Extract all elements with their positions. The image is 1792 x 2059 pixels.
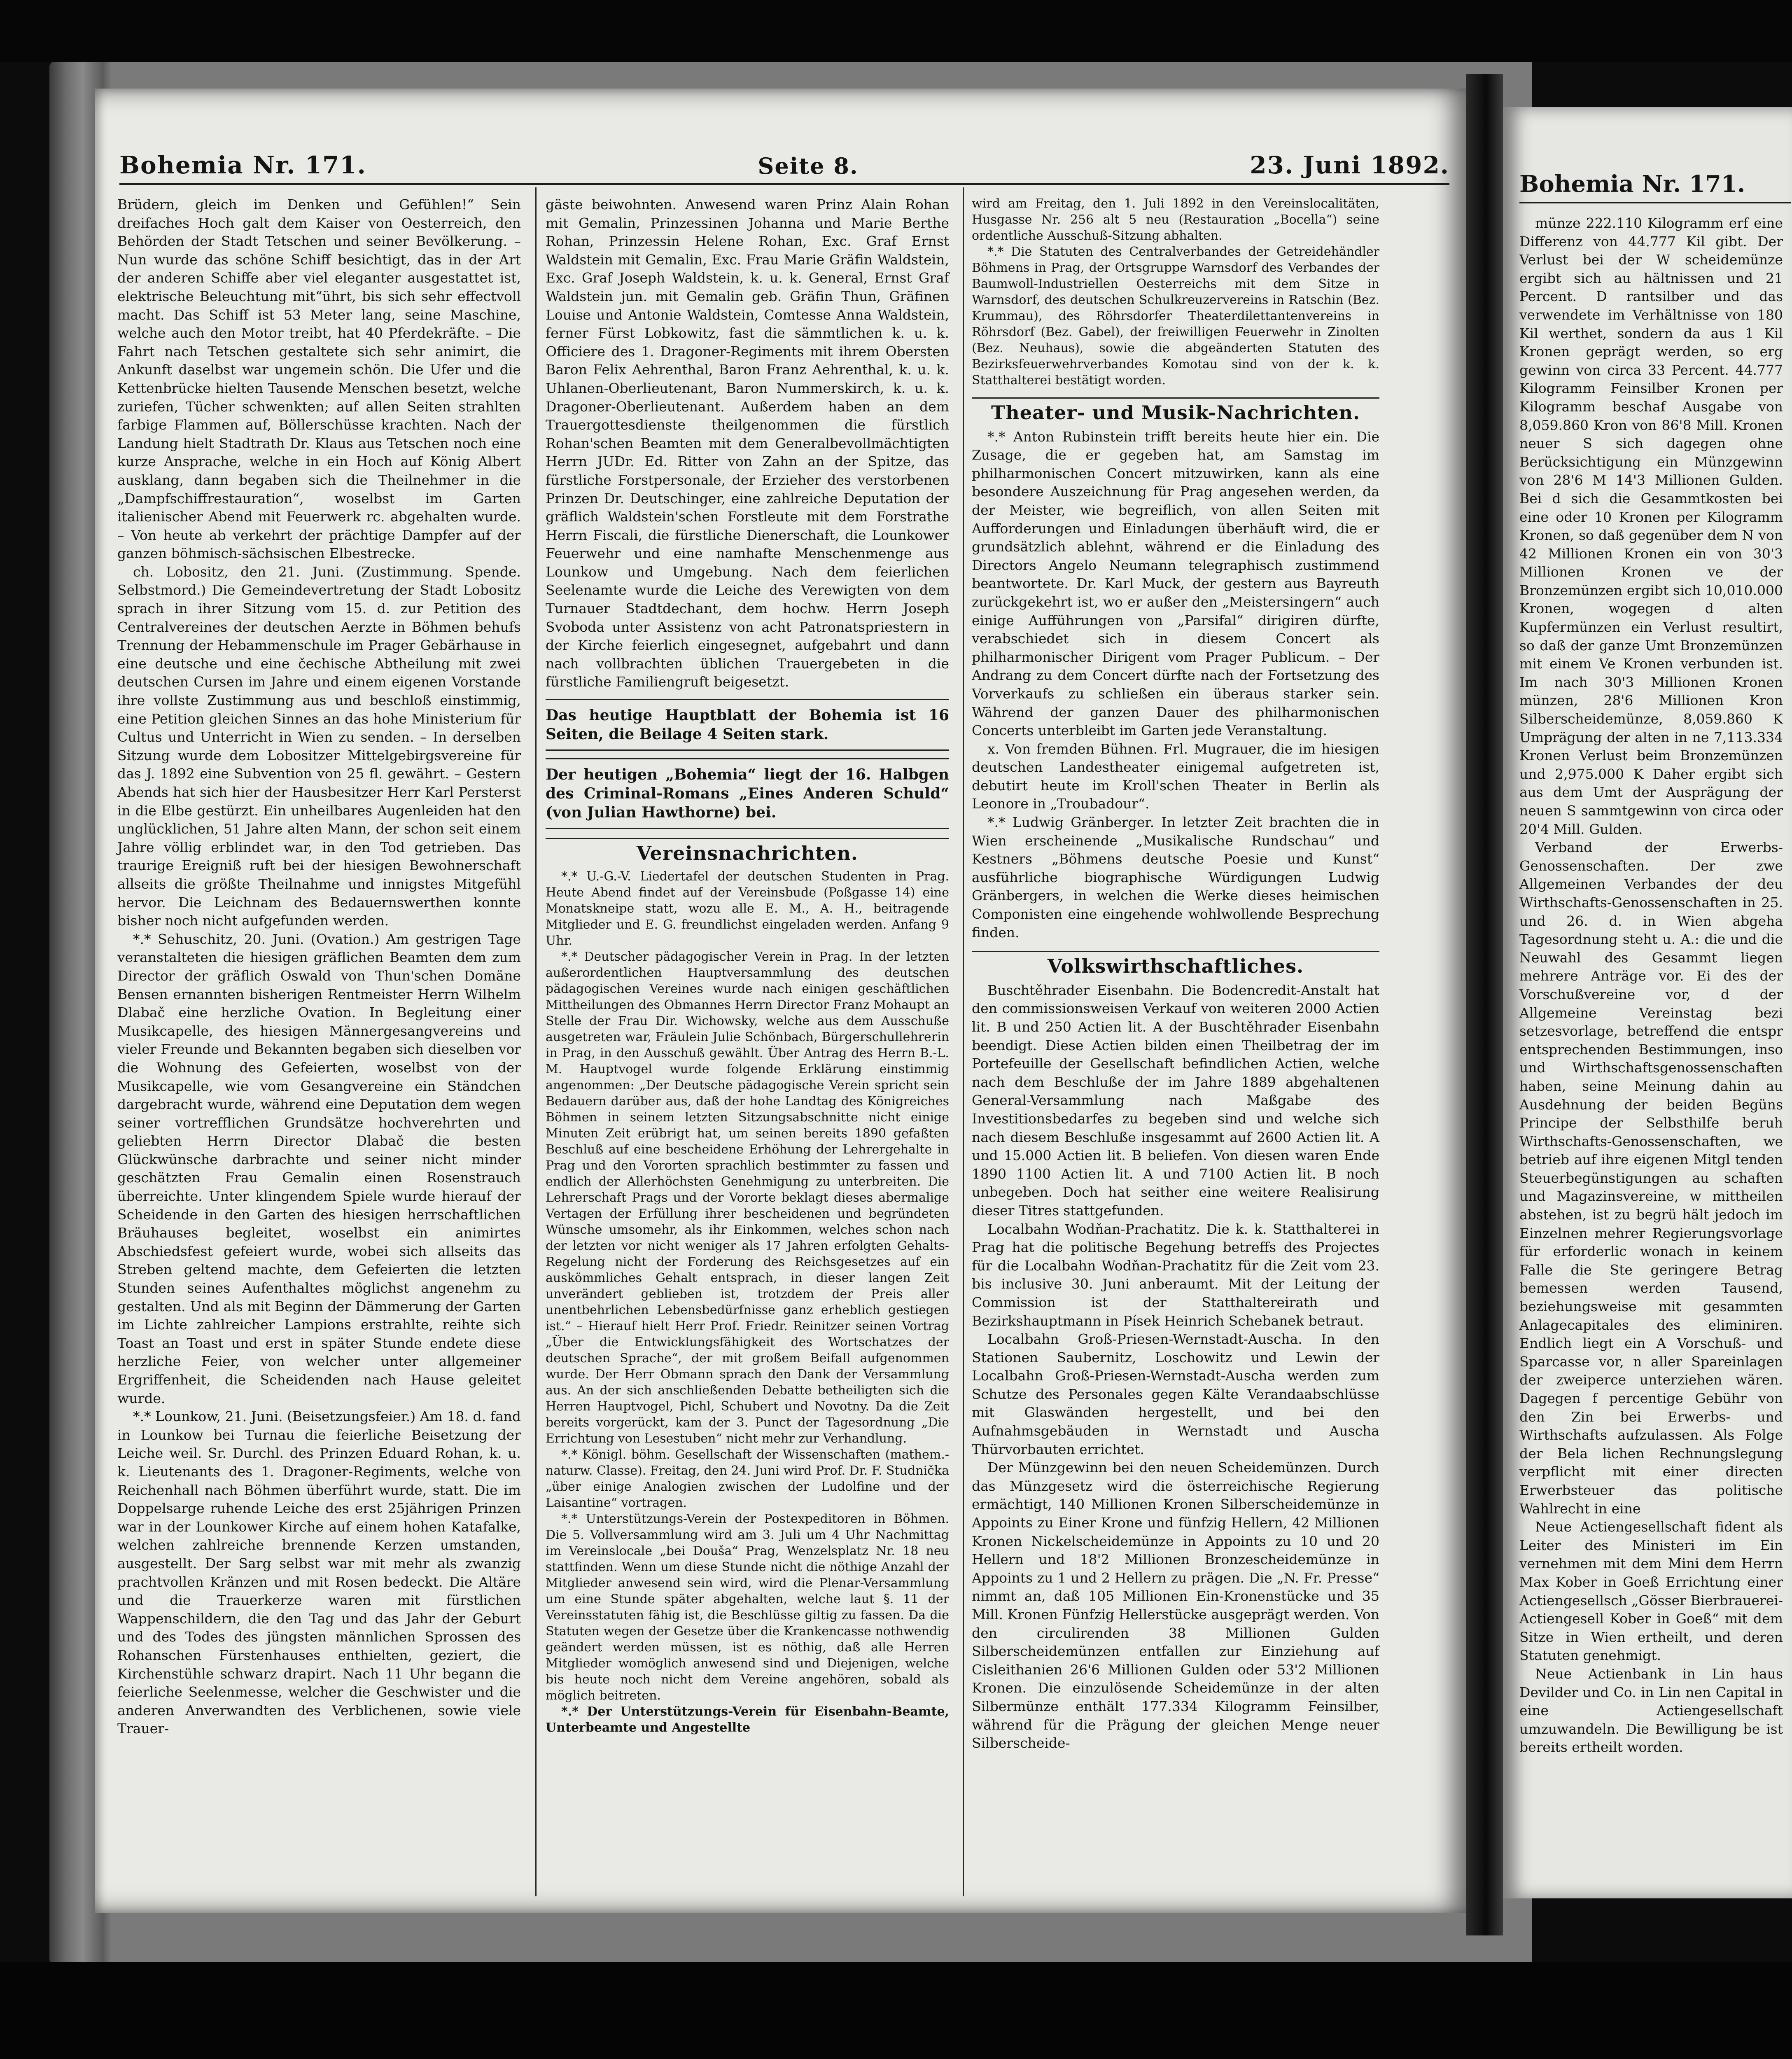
article-paragraph: Neue Actiengesellschaft fident als Leiter des Ministeri im Ein vernehmen mit dem Mini dem Herrn Max Kober in Goeß Errichtung einer Actiengesellsch „Gösser Bierbrauerei-Actiengesell Kober in Goeß“ mit dem Sitze in Wien ertheilt, und deren Statuten genehmigt. (1519, 1519, 1783, 1664)
next-page-column (1519, 214, 1783, 1757)
article-paragraph: *.* Lounkow, 21. Juni. (Beisetzungsfeier.) Am 18. d. fand in Lounkow bei Turnau die feierliche Beisetzung der Leiche weil. Sr. Durchl. des Prinzen Eduard Rohan, k. u. k. Lieutenants des 1. Dragoner-Regiments, welche von Reichenhall nach Böhmen überführt wurde, statt. Die im Doppelsarge ruhende Leiche des erst 25jährigen Prinzen war in der Lounkower Kirche auf einem hohen Katafalke, welchen zahlreiche brennende Kerzen umstanden, ausgestellt. Der Sarg selbst war mit mehr als zwanzig prachtvollen Kränzen und mit Rosen bedeckt. Die Altäre und die Trauerkerze waren mit fürstlichen Wappenschildern, die den Tag und das Jahr der Geburt und des Todes des jüngsten männlichen Sprossen des Rohanschen Fürstenhauses enthielten, geziert, die Kirchenstühle schwarz drapirt. Nach 11 Uhr begann die feierliche Seelenmesse, welcher die Geschwister und die anderen Anverwandten des Verblichenen, sowie viele Trauer- (117, 1408, 521, 1737)
issue-date: 23. Juni 1892. (1250, 151, 1449, 179)
article-paragraph: Der Münzgewinn bei den neuen Scheidemünzen. Durch das Münzgesetz wird die österreichische Regierung ermächtigt, 140 Millionen Kronen Silberscheidemünze in Appoints zu Einer Krone und fünfzig Hellern, 42 Millionen Kronen Nickelscheidemünze in Appoints zu 10 und 20 Hellern und 18'2 Millionen Bronzescheidemünze in Appoints zu 1 und 2 Hellern zu prägen. Die „N. Fr. Presse“ nimmt an, daß 105 Millionen Ein-Kronenstücke und 35 Mill. Kronen Fünfzig Hellerstücke ausgeprägt werden. Von den circulirenden 38 Millionen Gulden Silberscheidemünzen entfallen zur Einziehung auf Cisleithanien 26'6 Millionen Gulden oder 53'2 Millionen Kronen. Die einzulösende Scheidemünze in der alten Silbermünze enthält 177.334 Kilogramm Feinsilber, während für die Prägung der gleichen Menge neuer Silberscheide- (972, 1459, 1379, 1751)
article-paragraph: *.* Anton Rubinstein trifft bereits heute hier ein. Die Zusage, die er gegeben hat, am Samstag im philharmonischen Concert mitzuwirken, kann als eine besondere Auszeichnung für Prag angesehen werden, da der Meister, wie begreiflich, von allen Seiten mit Aufforderungen und Einladungen überhäuft wird, die er grundsätzlich ablehnt, während er die Einladung des Directors Angelo Neumann telegraphisch zustimmend beantwortete. Dr. Karl Muck, der gestern aus Bayreuth zurückgekehrt ist, wo er außer den „Meistersingern“ auch einige Aufführungen von „Parsifal“ dirigiren dürfte, verabschiedet sich in diesem Concert als philharmonischer Dirigent vom Prager Publicum. – Der Andrang zu dem Concert dürfte nach der Fortsetzung des Vorverkaufs zu schließen ein überaus starker sein. Während der ganzen Dauer des philharmonischen Concerts unterbleibt im Garten jede Veranstaltung. (972, 428, 1379, 739)
notice-box: Das heutige Hauptblatt der Bohemia ist 16 Seiten, die Beilage 4 Seiten stark. (546, 699, 949, 751)
section-heading: Volkswirthschaftliches. (972, 951, 1379, 976)
next-page-fragment (1503, 107, 1792, 1898)
column-3 (972, 196, 1379, 1753)
article-paragraph: *.* Königl. böhm. Gesellschaft der Wissenschaften (mathem.-naturw. Classe). Freitag, den 24. Juni wird Prof. Dr. F. Studnička „über einige Analogien zwischen der Ludolfine und der Laisantine“ vortragen. (546, 1447, 949, 1510)
running-head (119, 146, 1449, 185)
article-paragraph: münze 222.110 Kilogramm erf eine Differenz von 44.777 Kil gibt. Der Verlust bei der W scheidemünze ergibt sich au hältnissen und 21 Percent. D rantsilber und das verwendete im Verhältnisse von 180 Kil werthet, sondern da aus 1 Kil Kronen geprägt werden, so erg gewinn von circa 33 Percent. 44.777 Kilogramm Feinsilber Kronen per Kilogramm beschaf Ausgabe von 8,059.860 Kron von 86'8 Mill. Kronen neuer S sich dagegen ohne Berücksichtigung ein Münzgewinn von 28'6 M 14'3 Millionen Gulden. Bei d sich die Gesammtkosten bei eine oder 10 Kronen per Kilogramm Kronen, so daß gegenüber dem N von 42 Millionen Kronen ein von 30'3 Millionen Kronen ve der Bronzemünzen ergibt sich 10,010.000 Kronen, wogegen d alten Kupfermünzen ein Verlust resultirt, so daß der ganze Umt Bronzemünzen mit einem Ve Kronen verbunden ist. Im nach 30'3 Millionen Kronen münzen, 28'6 Millionen Kron Silberscheidemünze, 8,059.860 K Umprägung der alten in ne 7,113.334 Kronen Verlust beim Bronzemünzen und 2,975.000 K Daher ergibt sich aus dem Umt der Ausprägung der neuen S sammtgewinn von circa oder 20'4 Mill. Gulden. (1519, 215, 1783, 837)
next-page-masthead: Bohemia Nr. 171. (1519, 170, 1745, 198)
article-paragraph: *.* Ludwig Gränberger. In letzter Zeit brachten die in Wien erscheinende „Musikalische Rundschau“ und Kestners „Böhmens deutsche Poesie und Kunst“ ausführliche biographische Würdigungen Ludwig Gränbergers, in welchen die Werke dieses heimischen Componisten eine eingehende wohlwollende Besprechung finden. (972, 814, 1379, 941)
page-number: Seite 8. (758, 153, 859, 179)
newspaper-page (95, 89, 1470, 1913)
article-paragraph: *.* Deutscher pädagogischer Verein in Prag. In der letzten außerordentlichen Hauptversammlung des deutschen pädagogischen Vereines wurde nach einigen geschäftlichen Mittheilungen des Obmannes Herrn Director Franz Mohaupt an Stelle der Frau Dir. Wichowsky, welche aus dem Ausschuße ausgetreten war, Fräulein Julie Schönbach, Bürgerschullehrerin in Prag, in den Ausschuß gewählt. Über Antrag des Herrn B.-L. M. Hauptvogel wurde folgende Erklärung einstimmig angenommen: „Der Deutsche pädagogische Verein spricht sein Bedauern darüber aus, daß der hohe Landtag des Königreiches Böhmen in seinem letzten Sitzungsabschnitte nicht einige Minuten Zeit erübrigt hat, um seinen bereits 1890 gefaßten Beschluß auf eine bescheidene Erhöhung der Lehrergehalte in Prag und den Vororten sprachlich bestimmter zu fassen und endlich der Allerhöchsten Genehmigung zu unterbreiten. Die Lehrerschaft Prags und der Vororte beklagt dieses abermalige Vertagen der Erfüllung ihrer bescheidenen und begründeten Wünsche umsomehr, als ihr Einkommen, welches schon nach der letzten vor nicht weniger als 17 Jahren erfolgten Gehalts-Regelung nicht der Forderung des Reichsgesetzes auf ein auskömmliches Gehalt entsprach, in dieser langen Zeit unverändert geblieben ist, trotzdem der Preis aller unentbehrlichen Lebensbedürfnisse ganz erheblich gestiegen ist.“ – Hierauf hielt Herr Prof. Friedr. Reinitzer seinen Vortrag „Über die Entwicklungsfähigkeit des Wortschatzes der deutschen Sprache“, der mit großem Beifall aufgenommen wurde. Der Herr Obmann sprach den Dank der Versammlung aus. An der sich anschließenden Debatte betheiligten sich die Herren Hauptvogel, Pichl, Schubert und Novotny. Da die Zeit bereits vorgerückt, kam der 3. Punct der Tagesordnung „Die Errichtung von Lesestuben“ nicht mehr zur Verhandlung. (546, 949, 949, 1446)
article-paragraph: gäste beiwohnten. Anwesend waren Prinz Alain Rohan mit Gemalin, Prinzessinen Johanna und Marie Berthe Rohan, Prinzessin Helene Rohan, Exc. Graf Ernst Waldstein mit Gemalin, Exc. Frau Marie Gräfin Waldstein, Exc. Graf Joseph Waldstein, k. u. k. General, Ernst Graf Waldstein jun. mit Gemalin geb. Gräfin Thun, Gräfinen Louise und Antonie Waldstein, Comtesse Anna Waldstein, ferner Fürst Lobkowitz, fast die sämmtlichen k. u. k. Officiere des 1. Dragoner-Regiments mit ihrem Obersten Baron Felix Aehrenthal, Baron Franz Aehrenthal, k. u. k. Uhlanen-Oberlieutenant, Baron Nummerskirch, k. u. k. Dragoner-Oberlieutenant. Außerdem haben an dem Trauergottesdienste theilgenommen die fürstlich Rohan'schen Beamten mit dem Generalbevollmächtigten Herrn JUDr. Ed. Ritter von Zahn an der Spitze, das fürstliche Forstpersonale, der Erzieher des verstorbenen Prinzen Dr. Deutschinger, eine zahlreiche Deputation der gräflich Waldstein'schen Forstleute mit dem Forstrathe Herrn Fiscali, die fürstliche Dienerschaft, die Lounkower Feuerwehr und eine namhafte Menschenmenge aus Lounkow und Umgebung. Nach dem feierlichen Seelenamte wurde die Leiche des Verewigten von dem Turnauer Stadtdechant, dem hochw. Herrn Joseph Svoboda unter Assistenz von acht Patronatspriestern in der Kirche feierlich eingesegnet, aufgebahrt und dann nach vollbrachten üblichen Trauergebeten in die fürstliche Familiengruft beigesetzt. (546, 196, 949, 690)
column-rule (535, 187, 537, 1896)
book-gutter (1466, 74, 1503, 1935)
film-edge-top (0, 0, 1792, 62)
column-rule (963, 187, 964, 1896)
article-paragraph: wird am Freitag, den 1. Juli 1892 in den Vereinslocalitäten, Husgasse Nr. 256 alt 5 neu (Restauration „Bocella“) seine ordentliche Ausschuß-Sitzung abhalten. (972, 196, 1379, 243)
film-edge-bottom (0, 1962, 1792, 2059)
article-paragraph: Neue Actienbank in Lin haus Devilder und Co. in Lin nen Capital in eine Actiengesellschaft umzuwandeln. Die Bewilligung be ist bereits ertheilt worden. (1519, 1665, 1783, 1756)
article-paragraph: x. Von fremden Bühnen. Frl. Mugrauer, die im hiesigen deutschen Landestheater einigemal aufgetreten ist, debutirt heute im Kroll'schen Theater in Berlin als Leonore in „Troubadour“. (972, 740, 1379, 812)
section-heading: Theater- und Musik-Nachrichten. (972, 397, 1379, 422)
masthead: Bohemia Nr. 171. (119, 151, 366, 179)
next-page-running-head (1519, 165, 1791, 203)
article-paragraph: Localbahn Wodňan-Prachatitz. Die k. k. Statthalterei in Prag hat die politische Begehung betreffs des Projectes für die Localbahn Wodňan-Prachatitz für die Zeit vom 23. bis inclusive 30. Juni anberaumt. Mit der Leitung der Commission ist der Statthaltereirath und Bezirkshauptmann in Písek Heinrich Schebanek betraut. (972, 1221, 1379, 1329)
article-paragraph: *.* Der Unterstützungs-Verein für Eisenbahn-Beamte, Unterbeamte und Angestellte (546, 1704, 949, 1735)
article-paragraph: Verband der Erwerbs- Genossenschaften. Der zwe Allgemeinen Verbandes der deu Wirthschafts-Genossenschaften in 25. und 26. d. in Wien abgeha Tagesordnung steht u. A.: die und die Neuwahl des Gesammt liegen mehrere Anträge vor. Ei des der Vorschußvereine vor, d der Allgemeine Vereinstag bezi setzesvorlage, betreffend die entspr entsprechenden Bestimmungen, inso und Wirthschaftsgenossenschaften haben, seine Meinung dahin au Ausdehnung der beiden Begüns Principe der Selbsthilfe beruh Wirthschafts-Genossenschaften, we betrieb auf ihre eigenen Mitgl tenden Steuerbegünstigungen au schaften und Magazinsvereine, w mittheilen abstehen, ist zu begrü hält jedoch im Einzelnen mehrer Regierungsvorlage für erforderlic wonach in keinem Falle die Ste geringere Betrag bemessen werden Tausend, beziehungsweise mit gesammten Anlagecapitales des eliminiren. Endlich liegt ein A Vorschuß- und Sparcasse vor, n aller Spareinlagen der zweiperce unterziehen wären. Dagegen f percentige Gebühr von den Zin bei Erwerbs- und Wirthschafts aufzulassen. Als Folge der Bela lichen Rechnungslegung verpflicht mit einer directen Erwerbsteuer das politische Wahlrecht in eine (1519, 839, 1783, 1517)
article-paragraph: *.* Unterstützungs-Verein der Postexpeditoren in Böhmen. Die 5. Vollversammlung wird am 3. Juli um 4 Uhr Nachmittag im Vereinslocale „bei Douša“ Prag, Wenzelsplatz Nr. 18 neu stattfinden. Wenn um diese Stunde nicht die nöthige Anzahl der Mitglieder anwesend sein wird, wird die Plenar-Versammlung um eine Stunde später abgehalten, welche laut §. 11 der Vereinsstatuten fähig ist, die Beschlüsse giltig zu fassen. Da die Statuten wegen der Gesetze über die Krankencasse nothwendig geändert werden müssen, ist es nöthig, daß alle Herren Mitglieder womöglich anwesend sind und Diejenigen, welche bis heute noch nicht dem Vereine angehören, sobald als möglich beitreten. (546, 1511, 949, 1703)
article-paragraph: *.* U.-G.-V. Liedertafel der deutschen Studenten in Prag. Heute Abend findet auf der Vereinsbude (Poßgasse 14) eine Monatskneipe statt, wozu alle E. M., A. H., beitragende Mitglieder und E. G. freundlichst eingeladen werden. Anfang 9 Uhr. (546, 869, 949, 948)
column-2 (546, 196, 949, 1736)
article-paragraph: *.* Die Statuten des Centralverbandes der Getreidehändler Böhmens in Prag, der Ortsgruppe Warnsdorf des Verbandes der Baumwoll-Industriellen Oesterreichs mit dem Sitze in Warnsdorf, des deutschen Schulkreuzervereins in Ratschin (Bez. Krummau), des Röhrsdorfer Theaterdilettantenvereins in Röhrsdorf (Bez. Gabel), der freiwilligen Feuerwehr in Zinolten (Bez. Neuhaus), sowie die abgeänderten Statuten des Bezirksfeuerwehrverbandes Komotau sind von der k. k. Statthalterei bestätigt worden. (972, 245, 1379, 388)
notice-box: Der heutigen „Bohemia“ liegt der 16. Halbgen des Criminal-Romans „Eines Anderen Schuld“ (von Julian Hawthorne) bei. (546, 758, 949, 829)
article-paragraph: Brüdern, gleich im Denken und Gefühlen!“ Sein dreifaches Hoch galt dem Kaiser von Oesterreich, den Behörden der Stadt Tetschen und seiner Bevölkerung. – Nun wurde das schöne Schiff besichtigt, das in der Art der anderen Schiffe aber viel eleganter ausgestattet ist, elektrische Beleuchtung mit“ührt, bis sich sehr effectvoll macht. Das Schiff ist 53 Meter lang, seine Maschine, welche auch den Motor treibt, hat 40 Pferdekräfte. – Die Fahrt nach Tetschen gestaltete sich sehr animirt, die Ankunft daselbst war ungemein schön. Die Ufer und die Kettenbrücke hielten Tausende Menschen besetzt, welche zuriefen, Tücher schwenkten; auf allen Seiten strahlten farbige Flammen auf, Böllerschüsse krachten. Nach der Landung hielt Stadtrath Dr. Klaus aus Tetschen noch eine kurze Ansprache, welche in ein Hoch auf König Albert ausklang, dann begaben sich die Theilnehmer in die „Dampfschiffrestauration“, woselbst im Garten italienischer Abend mit Feuerwerk rc. abgehalten wurde. – Von heute ab verkehrt der prächtige Dampfer auf der ganzen böhmisch-sächsischen Elbestrecke. (117, 196, 521, 562)
column-1 (117, 196, 521, 1738)
article-paragraph: Localbahn Groß-Priesen-Wernstadt-Auscha. In den Stationen Saubernitz, Loschowitz und Lewin der Localbahn Groß-Priesen-Wernstadt-Auscha werden zum Schutze des Personales gegen Kälte Verandaabschlüsse mit Glaswänden hergestellt, und bei den Aufnahmsgebäuden in Wernstadt und Auscha Thürvorbauten errichtet. (972, 1331, 1379, 1457)
section-heading: Vereinsnachrichten. (546, 838, 949, 863)
article-paragraph: *.* Sehuschitz, 20. Juni. (Ovation.) Am gestrigen Tage veranstalteten die hiesigen gräflichen Beamten dem zum Director der gräflich Oswald von Thun'schen Domäne Bensen ernannten bisherigen Rentmeister Herrn Wilhelm Dlabač eine herzliche Ovation. In Begleitung einer Musikcapelle, des hiesigen Männergesangvereins und vieler Freunde und Bekannten begaben sich dieselben vor die Wohnung des Gefeierten, woselbst von der Musikcapelle, wie vom Gesangvereine ein Ständchen dargebracht wurde, während eine Deputation dem wegen seiner vortrefflichen Grundsätze hochverehrten und geliebten Herrn Director Dlabač die besten Glückwünsche darbrachte und seiner nicht minder geschätzten Frau Gemalin einen Rosenstrauch überreichte. Unter klingendem Spiele wurde hierauf der Scheidende in den Garten des hiesigen herrschaftlichen Bräuhauses begleitet, woselbst ein animirtes Abschiedsfest gefeiert wurde, wobei sich allseits das Streben geltend machte, dem Gefeierten die letzten Stunden seines Aufenthaltes möglichst angenehm zu gestalten. Und als mit Beginn der Dämmerung der Garten im Lichte zahlreicher Lampions erstrahlte, reihte sich Toast an Toast und erst in später Stunde endete diese herzliche Feier, von welcher unter allgemeiner Ergriffenheit, die Scheidenden nach Hause geleitet wurde. (117, 931, 521, 1406)
article-paragraph: ch. Lobositz, den 21. Juni. (Zustimmung. Spende. Selbstmord.) Die Gemeindevertretung der Stadt Lobositz sprach in ihrer Sitzung vom 15. d. zur Petition des Centralvereines der deutschen Aerzte in Böhmen behufs Trennung der Hebammenschule im Prager Gebärhause in eine deutsche und eine čechische Abtheilung mit zwei deutschen Cursen im Jahre und einem eigenen Vorstande ihre vollste Zustimmung aus und beschloß einstimmig, eine Petition gleichen Sinnes an das hohe Ministerium für Cultus und Unterricht in Wien zu senden. – In derselben Sitzung wurde dem Lobositzer Mittelgebirgsvereine für das J. 1892 eine Subvention von 25 fl. gewährt. – Gestern Abends hat sich hier der Hausbesitzer Herr Karl Persterst in die Elbe gestürzt. Ein unheilbares Augenleiden hat den unglücklichen, 51 Jahre alten Mann, der schon seit einem Jahre völlig erblindet war, in den Tod getrieben. Das traurige Ereigniß ruft bei der hiesigen Bewohnerschaft allseits die größte Theilnahme und innigstes Mitgefühl hervor. Die Leichnam des Bedauernswerthen konnte bisher noch nicht aufgefunden werden. (117, 563, 521, 929)
article-paragraph: Buschtěhrader Eisenbahn. Die Bodencredit-Anstalt hat den commissionsweisen Verkauf von weiteren 2000 Actien lit. B und 250 Actien lit. A der Buschtěhrader Eisenbahn beendigt. Diese Actien bilden einen Theilbetrag der im Portefeuille der Gesellschaft befindlichen Actien, welche nach dem Beschluße der im Jahre 1889 abgehaltenen General-Versammlung nach Maßgabe des Investitionsbedarfes zu begeben sind und welche sich nach diesem Beschluße insgesammt auf 2600 Actien lit. A und 15.000 Actien lit. B beliefen. Von diesen waren Ende 1890 1100 Actien lit. A und 7100 Actien lit. B noch unbegeben. Doch hat seither eine weitere Realisirung dieser Titres stattgefunden. (972, 982, 1379, 1219)
